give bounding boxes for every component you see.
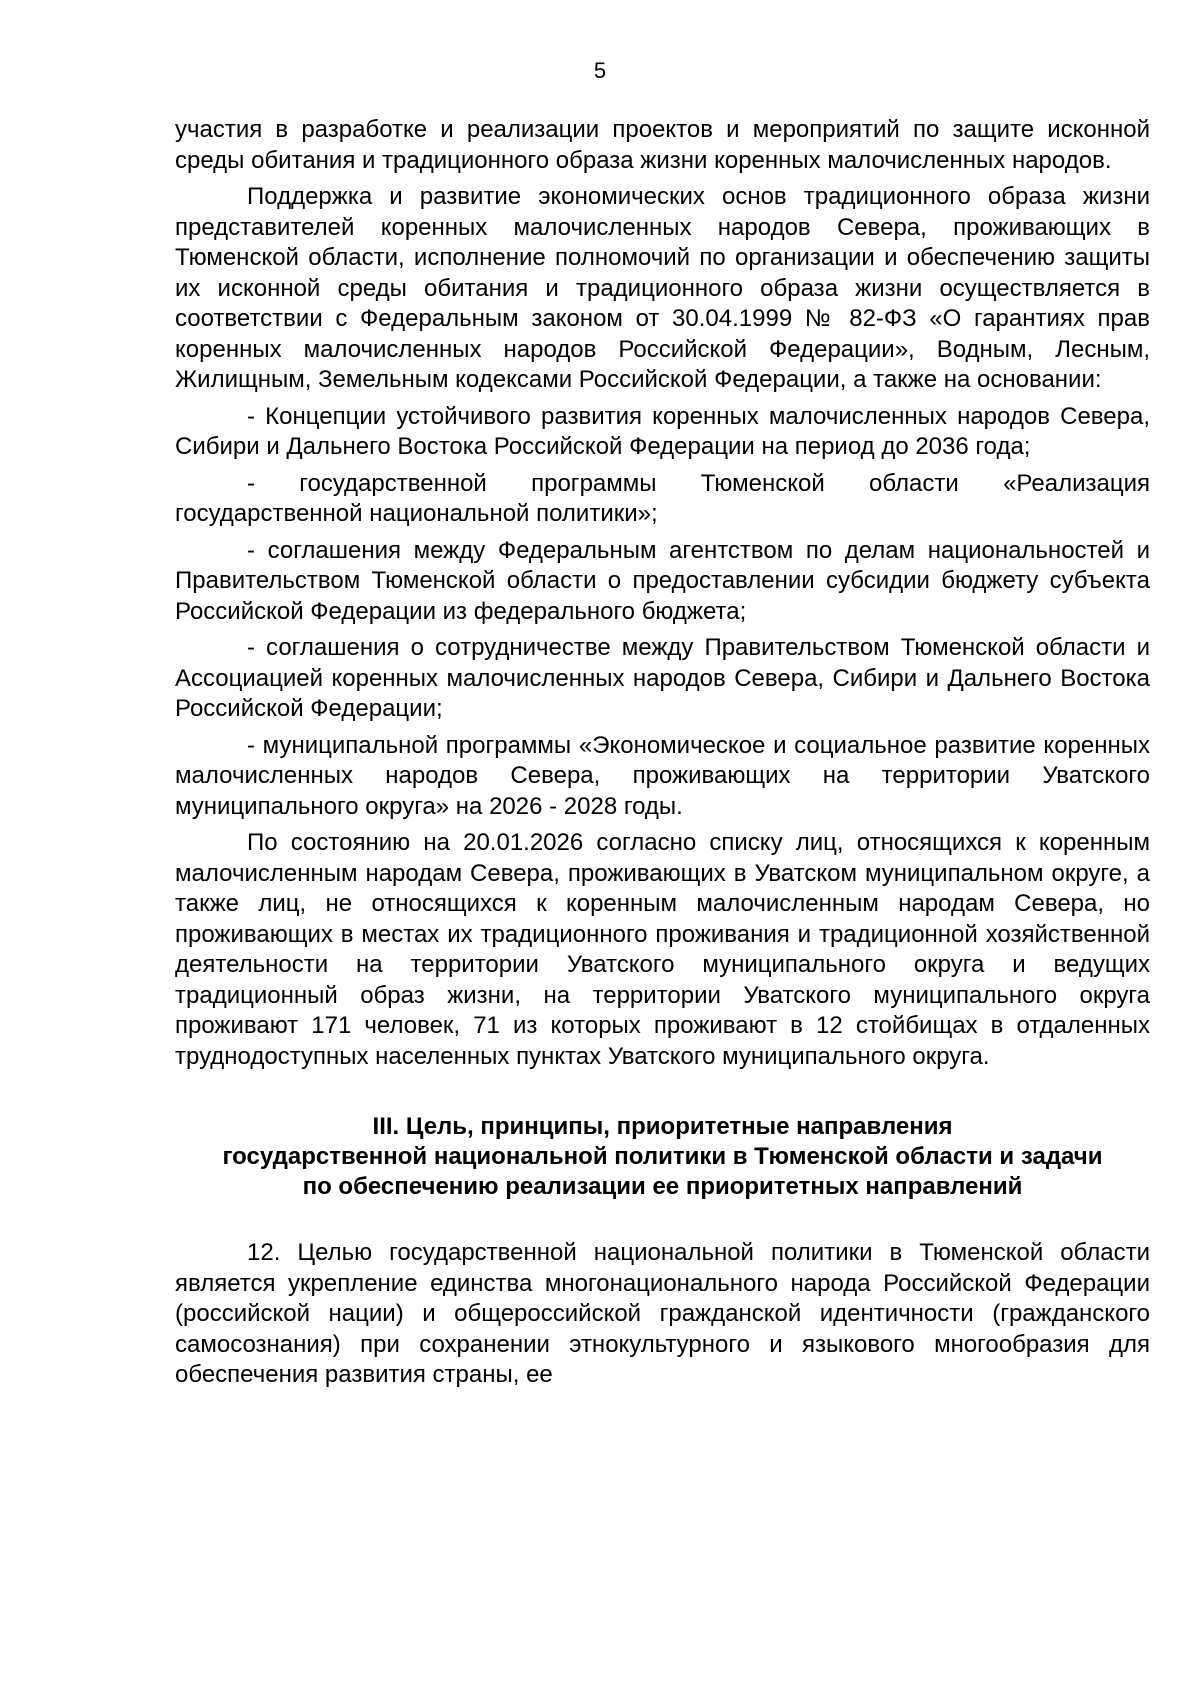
- section-heading-line-2: государственной национальной политики в Тюменской области и задачи: [222, 1143, 1103, 1170]
- list-item-concept: - Концепции устойчивого развития коренных малочисленных народов Севера, Сибири и Дальнего Востока Российской Федерации на период до 2036 года;: [175, 402, 1150, 460]
- section-heading-line-1: III. Цель, принципы, приоритетные направления: [372, 1113, 953, 1140]
- list-item-association-agreement: - соглашения о сотрудничестве между Правительством Тюменской области и Ассоциацией коренных малочисленных народов Севера, Сибири и Дальнего Востока Российской Федерации;: [175, 634, 1150, 722]
- section-heading-line-3: по обеспечению реализации ее приоритетных направлений: [302, 1173, 1023, 1200]
- paragraph-continuation: участия в разработке и реализации проектов и мероприятий по защите исконной среды обитания и традиционного образа жизни коренных малочисленных народов.: [175, 116, 1150, 174]
- section-heading: [175, 1112, 1150, 1202]
- list-item-state-program: - государственной программы Тюменской области «Реализация государственной национальной политики»;: [175, 469, 1150, 527]
- document-body: [175, 115, 1150, 1397]
- list-item-municipal-program: - муниципальной программы «Экономическое и социальное развитие коренных малочисленных народов Севера, проживающих на территории Уватского муниципального округа» на 2026 - 2028 годы.: [175, 731, 1150, 820]
- paragraph-economic-support: Поддержка и развитие экономических основ традиционного образа жизни представителей коренных малочисленных народов Севера, проживающих в Тюменской области, исполнение полномочий по организации и обеспечению защиты их исконной среды обитания и традиционного образа жизни осуществляется в соответствии с Федеральным законом от 30.04.1999 № 82-ФЗ «О гарантиях прав коренных малочисленных народов Российской Федерации», Водным, Лесным, Жилищным, Земельным кодексами Российской Федерации, а также на основании:: [175, 183, 1150, 393]
- paragraph-point-12: 12. Целью государственной национальной политики в Тюменской области является укрепление единства многонационального народа Российской Федерации (российской нации) и общероссийской гражданской идентичности (гражданского самосознания) при сохранении этнокультурного и языкового многообразия для обеспечения развития страны, ее: [175, 1239, 1150, 1388]
- paragraph-population-status: По состоянию на 20.01.2026 согласно списку лиц, относящихся к коренным малочисленным народам Севера, проживающих в Уватском муниципальном округе, а также лиц, не относящихся к коренным малочисленным народам Севера, но проживающих в местах их традиционного проживания и традиционной хозяйственной деятельности на территории Уватского муниципального округа и ведущих традиционный образ жизни, на территории Уватского муниципального округа проживают 171 человек, 71 из которых проживают в 12 стойбищах в отдаленных труднодоступных населенных пунктах Уватского муниципального округа.: [175, 829, 1150, 1070]
- list-item-agency-agreement: - соглашения между Федеральным агентством по делам национальностей и Правительством Тюменской области о предоставлении субсидии бюджету субъекта Российской Федерации из федерального бюджета;: [175, 536, 1150, 625]
- page-number: 5: [593, 58, 607, 83]
